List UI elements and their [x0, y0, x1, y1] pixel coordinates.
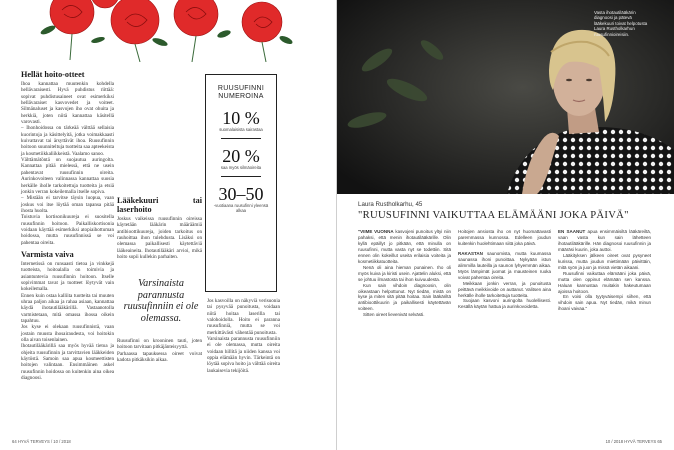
paragraph: saunomista, mutta kuumassa saunassa ihoni punoittaa. Nykyään istun alimmilla lauteilla ja saunon lyhyemmän aikaa. Myös lämpimät juomat ja mausteinen ruoka voivat pahentaa oireita.: [458, 250, 551, 280]
paragraph: apua ensimmäisiltä lääkäreiltä, vaan vasta kun sain lähetteen ihotautilääkärille. Hän diagnosoi ruusufinnin ja määräsi kuurin, joka auttoi.: [558, 229, 651, 252]
roses-illustration: [0, 0, 337, 62]
section-heading: Lääkekuuri tai laserhoito: [117, 196, 202, 214]
section-heading: Hellät hoito-otteet: [21, 70, 85, 79]
paragraph: Internetissä on runsaasti tietoa ja vinkkejä tuotteista, hoitoalalla on toimivia ja asiantuntevia ruusufinnin hoitoon. Itselle sopivimmat tavat ja tuotteet löytyvät vain kokeilemalla.: [21, 260, 114, 293]
article-column-3: [207, 298, 280, 374]
paragraph: Jos kyse ei olekaan ruusufinnistä, vaan jostain muusta ihosairaudesta, voi hoitokin olla aivan toisenlainen.: [21, 324, 114, 344]
paragraph: Ihotautilääkärillä saa myös hyvää tietoa ja ohjeita ruusufinnin ja tarvittavien lääkkeiden käytöstä. Samoin saa apua kosmeettisten hoitojen valintaan. Ensimmäinen askel ruusufinnin hoidossa on kuitenkin aina oikea diagnoosi.: [21, 343, 114, 382]
interview-column-3: [558, 229, 651, 312]
paragraph: – Ihonhoidossa on tärkeää välttää sellaisia kuorintoja ja käsittelyitä, jotka voimakkaasti kuivattavat tai ärsyttävät ihoa. Ruusufinnin hoitoon suunniteltuja tuotteita saa apteekeista ja kosmetiikkaliikkeistä. Vaalamo sanoo.: [21, 125, 114, 157]
paragraph: kasvojeni punoitus yltyi niin pahaksi, että menin ihotautilääkärille. Olin kyllä epäillyt jo pitkään, että minulla on ruusufinni, mutta vasta nyt se todettiin. Sitä ennen olin kokeillut useita erilaisia voiteita ja kosmetiikkatuotteita.: [358, 229, 451, 264]
paragraph: Nenä oli aina hieman punainen. Iho oli myös kuiva ja kiristi usein. Ajattelin aluksi, että se johtuu ilmastosta tai ihon kuivuudesta.: [358, 264, 451, 282]
article-column-2: [117, 196, 202, 260]
stat-caption: -vuotiaana ruusufinni yleensä alkaa: [213, 203, 269, 213]
stats-heading: RUUSUFINNI NUMEROINA: [217, 85, 265, 100]
divider: [221, 176, 261, 177]
interviewee-name: Laura Rustholkarhu, 45: [358, 201, 423, 208]
page-folio: 10 / 2018 HYVÄ TERVEYS 65: [605, 439, 662, 444]
article-column-1: [21, 70, 114, 381]
stat-number: 20 %: [222, 146, 260, 166]
stat-number: 10 %: [222, 108, 260, 128]
paragraph: Sitten oireet lievenivät selvästi.: [363, 312, 425, 318]
pull-quote: Varsinaista parannusta ruusufinniin ei ole olemassa.: [123, 278, 199, 324]
paragraph: Parhaassa tapauksessa oireet voivat kadota pitkäksikin aikaa.: [117, 350, 202, 364]
paragraph: Hoitojen ansiosta iho on nyt huomattavasti paremmassa kunnossa. Edelleen joudun kuitenkin huolehtimaan siitä joka päivä.: [458, 229, 551, 246]
stat-caption: suomalaisista sairastaa: [219, 127, 263, 132]
paragraph: Varsinaista parannusta ruusufinniin ei ole olemassa, mutta oireita voidaan hillitä ja niiden kanssa voi oppia elämään hyvin. Tärkeintä on löytää sopiva hoito ja välttää oireita laukaisevia tekijöitä.: [207, 336, 280, 374]
lead-in: EN SAANUT: [558, 229, 586, 234]
section-heading: Varmista vaiva: [21, 249, 74, 259]
paragraph: Suojaan kasvoni auringolta huolellisesti. Kesällä käytän hattua ja aurinkovoidetta.: [458, 298, 551, 310]
right-page: [337, 0, 674, 450]
stat-caption: saa myös silmäoireita: [220, 165, 262, 170]
article-column-2b: [117, 338, 202, 363]
paragraph: Joskus vaikeissa ruusufinnin oireissa käytetään lääkärin määräämiä antibioottikuureja, joiden tarkoitus on rauhoittaa ihon tulehdusta. Lisäksi on olemassa paikallisesti käytettäviä lääkeaineita. Ihotautilääkäri arvioi, mikä hoito sopii kullekin parhaiten.: [117, 216, 202, 261]
interview-column-2: [458, 229, 551, 310]
stat-number: 30–50: [218, 184, 264, 204]
paragraph: Ruusufinni on krooninen tauti, joten hoitoon tarvitaan pitkäjänteisyyttä.: [117, 338, 202, 351]
divider: [221, 138, 261, 139]
paragraph: Välttämätöntä on suojautua auringolta. Kannattaa pitää mielessä, että ne usein pahentavat ruusufinnin oireita. Aurinkovoiteen valinnassa kannattaa suosia herkälle iholle tarkoitettuja tuotteita ja etsiä jonkin verran kokeilemalla itselle sopiva.: [21, 157, 114, 195]
paragraph: Toistuvia kortisonikuureja ei suositella ruusufinnin hoitoon. Paikalliskortisonia voidaan käyttää esimerkiksi atopiaihottuman hoidossa, mutta ruusufinnissä se voi pahentaa oireita.: [21, 214, 114, 246]
paragraph: Jos kasvoilla on näkyviä verisuonia tai pysyvää punoitusta, voidaan niitä hoitaa laserilla tai valohoidolla. Hoito ei paranna ruusufinniä, mutta se voi merkittävästi vähentää punoitusta.: [207, 298, 280, 336]
paragraph: Ruusufinni vaikuttaa elämääni joka päivä, mutta olen oppinut elämään sen kanssa. Haluan kannustaa muitakin hakeutumaan ajoissa hoitoon.: [558, 270, 651, 294]
paragraph: Kun sain vihdoin diagnoosin, olin oikeastaan helpottunut. Nyt tiedän, mistä on kyse ja miten sitä pitää hoitaa. Sain lääkäriltä antibioottikuurin ja paikallisesti käytettävän voiteen.: [358, 282, 451, 312]
article-headline: "RUUSUFINNI VAIKUTTAA ELÄMÄÄNI JOKA PÄIVÄ": [358, 210, 629, 221]
paragraph: En voisi olla tyytyväisempi siihen, että vihdoin sain apua. Nyt tiedän, mikä minun ihoani vaivaa.": [558, 294, 651, 312]
paragraph: – Mistään ei tarvitse täysin luopua, vaan joskus voi itse löytää oman tapansa pitää ihosta huolta.: [21, 195, 114, 214]
stats-box: [205, 74, 277, 292]
interview-column-1: [358, 229, 451, 318]
lead-in: "VIIME VUONNA: [358, 229, 394, 234]
paragraph: Lääkityksen jälkeen oireet ovat pysyneet kurissa, mutta joudun miettimään päivittäin, mitä syön ja juon ja missä vietän aikaani.: [558, 252, 651, 270]
page-folio: 64 HYVÄ TERVEYS / 10 / 2018: [12, 439, 71, 444]
paragraph: Meikkaan jonkin verran, ja punoitusta peittävä meikkivoide on auttanut. Valitsen aina herkälle iholle tarkoitettuja tuotteita.: [458, 280, 551, 298]
lead-in: RAKASTAN: [458, 250, 483, 256]
paragraph: Ennen kuin ostaa kalliita tuotteita tai muuten uhraa paljon aikaa ja rahaa asiaan, kannattaa käydä ihotautilääkärillä. Vastaanotolla varmistetaan, mitä omassa ihossa oikein tapahtuu.: [21, 292, 114, 325]
photo-caption: Vasta ihotautilääkärin diagnoosi ja pätevä lääkekuuri toivat helpotusta Laura Rustholkarhun ruusufinnioireisiin.: [594, 10, 648, 37]
paragraph: Ihoa kannattaa muutenkin kohdella hellävaraisesti. Hyvä puhdistus riittää: sopivat puhdistusaineet ovat esimerkiksi hellävaraiset kasvovedet ja voiteet. Silmänaluset ja kasvojen iho ovat ohuita ja herkkiä, joten niitä kannattaa käsitellä varovasti.: [21, 81, 114, 126]
